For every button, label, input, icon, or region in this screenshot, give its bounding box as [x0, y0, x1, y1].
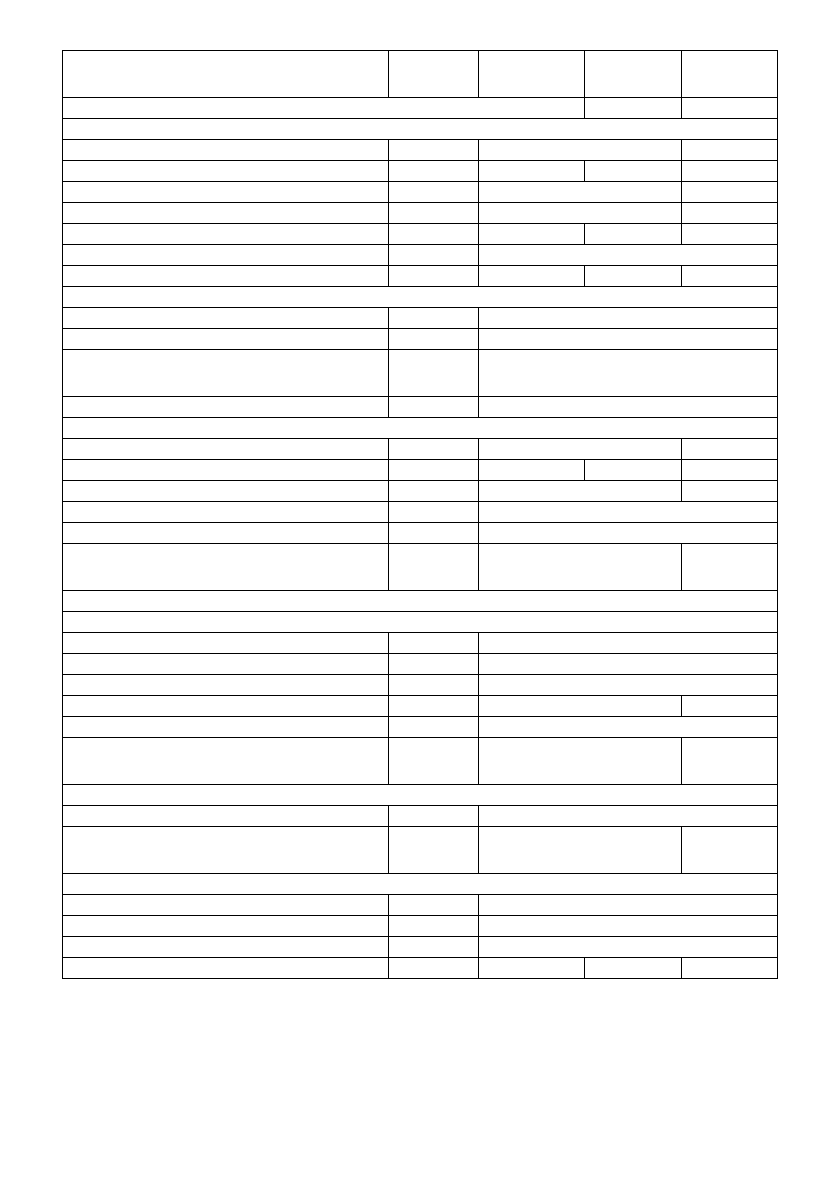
table-row — [63, 481, 778, 502]
table-cell — [479, 245, 778, 266]
table-row — [63, 806, 778, 827]
table-cell — [389, 397, 479, 418]
row-label-cell — [63, 502, 389, 523]
row-label-cell — [63, 140, 389, 161]
table-row — [63, 224, 778, 245]
row-label-cell — [63, 308, 389, 329]
table-cell — [682, 738, 778, 785]
table-cell — [479, 51, 585, 98]
table-row — [63, 397, 778, 418]
table-cell — [479, 696, 682, 717]
table-cell — [389, 806, 479, 827]
table-cell — [389, 696, 479, 717]
table-cell — [479, 308, 778, 329]
table-cell — [389, 439, 479, 460]
table-row — [63, 98, 778, 119]
row-label-cell — [63, 696, 389, 717]
table-cell — [479, 675, 778, 696]
table-cell — [479, 523, 778, 544]
table-cell — [389, 308, 479, 329]
table-cell — [389, 329, 479, 350]
row-label-cell — [63, 418, 778, 439]
table-row — [63, 161, 778, 182]
row-label-cell — [63, 51, 389, 98]
table-cell — [682, 161, 778, 182]
row-label-cell — [63, 544, 389, 591]
row-label-cell — [63, 717, 389, 738]
table-row — [63, 308, 778, 329]
table-cell — [479, 224, 585, 245]
table-row — [63, 245, 778, 266]
row-label-cell — [63, 738, 389, 785]
table-row — [63, 591, 778, 612]
table-cell — [389, 502, 479, 523]
row-label-cell — [63, 224, 389, 245]
table-cell — [389, 245, 479, 266]
row-label-cell — [63, 806, 389, 827]
table-cell — [389, 460, 479, 481]
table-cell — [479, 329, 778, 350]
table-cell — [479, 460, 585, 481]
table-cell — [479, 916, 778, 937]
row-label-cell — [63, 654, 389, 675]
table-row — [63, 287, 778, 308]
table-row — [63, 51, 778, 98]
table-cell — [389, 203, 479, 224]
row-label-cell — [63, 245, 389, 266]
row-label-cell — [63, 397, 389, 418]
table-row — [63, 203, 778, 224]
table-cell — [479, 895, 778, 916]
table-cell — [479, 654, 778, 675]
row-label-cell — [63, 266, 389, 287]
row-label-cell — [63, 119, 778, 140]
table-row — [63, 182, 778, 203]
row-label-cell — [63, 439, 389, 460]
table-cell — [479, 161, 585, 182]
table-cell — [682, 51, 778, 98]
table-row — [63, 958, 778, 979]
table-cell — [479, 397, 778, 418]
table-cell — [479, 182, 682, 203]
table-cell — [389, 958, 479, 979]
table-cell — [479, 350, 778, 397]
specification-table — [62, 50, 778, 979]
table-cell — [389, 895, 479, 916]
table-cell — [389, 481, 479, 502]
table-cell — [682, 140, 778, 161]
table-cell — [389, 51, 479, 98]
table-cell — [682, 224, 778, 245]
table-cell — [389, 350, 479, 397]
table-cell — [389, 654, 479, 675]
row-label-cell — [63, 895, 389, 916]
table-row — [63, 916, 778, 937]
table-cell — [389, 738, 479, 785]
table-cell — [585, 460, 682, 481]
row-label-cell — [63, 523, 389, 544]
table-row — [63, 266, 778, 287]
table-cell — [682, 203, 778, 224]
table-cell — [389, 827, 479, 874]
table-row — [63, 633, 778, 654]
table-row — [63, 738, 778, 785]
row-label-cell — [63, 350, 389, 397]
row-label-cell — [63, 675, 389, 696]
row-label-cell — [63, 287, 778, 308]
row-label-cell — [63, 591, 778, 612]
table-cell — [585, 51, 682, 98]
table-row — [63, 418, 778, 439]
table-cell — [479, 717, 778, 738]
table-row — [63, 827, 778, 874]
table-cell — [389, 937, 479, 958]
table-row — [63, 717, 778, 738]
table-cell — [479, 827, 682, 874]
table-cell — [682, 481, 778, 502]
table-row — [63, 675, 778, 696]
table-cell — [479, 481, 682, 502]
table-cell — [389, 675, 479, 696]
table-row — [63, 119, 778, 140]
table-cell — [682, 460, 778, 481]
table-cell — [585, 224, 682, 245]
table-cell — [389, 633, 479, 654]
table-cell — [682, 266, 778, 287]
row-label-cell — [63, 460, 389, 481]
table-cell — [479, 203, 682, 224]
row-label-cell — [63, 874, 778, 895]
row-label-cell — [63, 785, 778, 806]
table-row — [63, 785, 778, 806]
row-label-cell — [63, 937, 389, 958]
table-cell — [585, 161, 682, 182]
table-cell — [682, 696, 778, 717]
table-cell — [389, 182, 479, 203]
table-cell — [682, 439, 778, 460]
table-row — [63, 874, 778, 895]
table-cell — [585, 958, 682, 979]
table-row — [63, 439, 778, 460]
table-cell — [479, 738, 682, 785]
table-cell — [389, 266, 479, 287]
table-cell — [479, 266, 585, 287]
row-label-cell — [63, 633, 389, 654]
table-cell — [585, 266, 682, 287]
table-row — [63, 523, 778, 544]
row-label-cell — [63, 98, 585, 119]
table-row — [63, 502, 778, 523]
table-cell — [682, 98, 778, 119]
table-body — [63, 51, 778, 979]
row-label-cell — [63, 161, 389, 182]
table-cell — [389, 161, 479, 182]
table-cell — [389, 916, 479, 937]
row-label-cell — [63, 182, 389, 203]
table-cell — [389, 717, 479, 738]
table-row — [63, 329, 778, 350]
table-cell — [682, 827, 778, 874]
table-cell — [389, 523, 479, 544]
table-cell — [479, 544, 682, 591]
row-label-cell — [63, 329, 389, 350]
table-cell — [479, 439, 682, 460]
table-row — [63, 544, 778, 591]
table-cell — [389, 544, 479, 591]
table-row — [63, 460, 778, 481]
row-label-cell — [63, 827, 389, 874]
table-row — [63, 895, 778, 916]
table-cell — [585, 98, 682, 119]
table-cell — [479, 502, 778, 523]
table-cell — [479, 633, 778, 654]
row-label-cell — [63, 612, 778, 633]
table-cell — [479, 958, 585, 979]
table-cell — [479, 140, 682, 161]
table-row — [63, 696, 778, 717]
table-row — [63, 140, 778, 161]
row-label-cell — [63, 958, 389, 979]
table-cell — [479, 937, 778, 958]
table-row — [63, 350, 778, 397]
table-cell — [479, 806, 778, 827]
table-cell — [389, 140, 479, 161]
row-label-cell — [63, 916, 389, 937]
table-cell — [389, 224, 479, 245]
table-row — [63, 937, 778, 958]
table-row — [63, 654, 778, 675]
table-cell — [682, 958, 778, 979]
table-cell — [682, 182, 778, 203]
row-label-cell — [63, 203, 389, 224]
row-label-cell — [63, 481, 389, 502]
table-cell — [682, 544, 778, 591]
table-row — [63, 612, 778, 633]
